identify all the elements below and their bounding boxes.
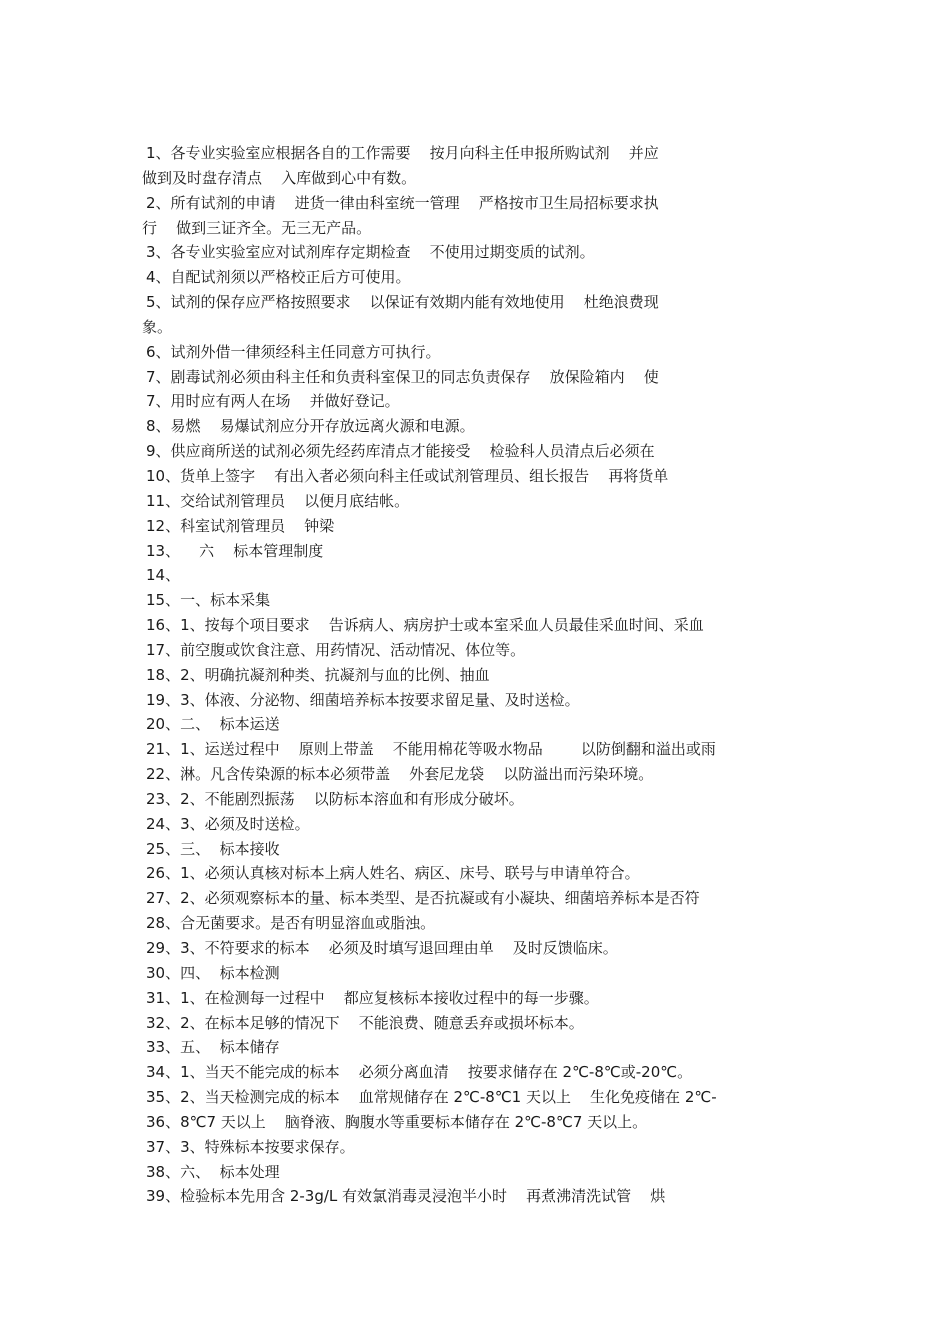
text-line: 1、各专业实验室应根据各自的工作需要 按月向科主任申报所购试剂 并应 — [146, 144, 659, 162]
text-line: 24、3、必须及时送检。 — [146, 814, 310, 833]
document-body — [142, 141, 786, 1209]
text-line: 23、2、不能剧烈振荡 以防标本溶血和有形成分破坏。 — [146, 789, 524, 808]
text-line: 9、供应商所送的试剂必须先经药库清点才能接受 检验科人员清点后必须在 — [146, 442, 655, 461]
text-line: 21、1、运送过程中 原则上带盖 不能用棉花等吸水物品 以防倒翻和溢出或雨 — [146, 740, 716, 759]
text-line: 26、1、必须认真核对标本上病人姓名、病区、床号、联号与申请单符合。 — [146, 864, 640, 883]
text-line: 19、3、体液、分泌物、细菌培养标本按要求留足量、及时送检。 — [146, 690, 580, 709]
section-heading: 30、四、 标本检测 — [146, 963, 280, 982]
text-line: 7、用时应有两人在场 并做好登记。 — [146, 392, 400, 411]
text-line: 18、2、明确抗凝剂种类、抗凝剂与血的比例、抽血 — [146, 665, 490, 684]
text-line: 27、2、必须观察标本的量、标本类型、是否抗凝或有小凝块、细菌培养标本是否符 — [146, 889, 700, 908]
text-line: 31、1、在检测每一过程中 都应复核标本接收过程中的每一步骤。 — [146, 988, 599, 1007]
text-line: 4、自配试剂须以严格校正后方可使用。 — [146, 268, 411, 287]
text-line: 17、前空腹或饮食注意、用药情况、活动情况、体位等。 — [146, 640, 526, 659]
text-line: 做到及时盘存清点 入库做到心中有数。 — [142, 168, 417, 187]
text-line: 行 做到三证齐全。无三无产品。 — [142, 218, 372, 237]
text-line: 6、试剂外借一律须经科主任同意方可执行。 — [146, 342, 441, 361]
section-heading: 20、二、 标本运送 — [146, 715, 280, 734]
text-line: 8、易燃 易爆试剂应分开存放远离火源和电源。 — [146, 417, 475, 436]
text-line: 28、合无菌要求。是否有明显溶血或脂浊。 — [146, 914, 436, 933]
text-line: 34、1、当天不能完成的标本 必须分离血清 按要求储存在 2℃-8℃或-20℃。 — [146, 1063, 693, 1082]
section-heading: 25、三、 标本接收 — [146, 839, 280, 858]
section-heading: 15、一、标本采集 — [146, 591, 271, 610]
section-heading: 13、 六 标本管理制度 — [146, 541, 324, 560]
text-line: 36、8℃7 天以上 脑脊液、胸腹水等重要标本储存在 2℃-8℃7 天以上。 — [146, 1112, 648, 1131]
section-heading: 33、五、 标本储存 — [146, 1038, 280, 1057]
text-line: 37、3、特殊标本按要求保存。 — [146, 1137, 355, 1156]
text-line: 29、3、不符要求的标本 必须及时填写退回理由单 及时反馈临床。 — [146, 939, 618, 957]
text-line: 14、 — [146, 566, 181, 585]
text-line: 7、剧毒试剂必须由科主任和负责科室保卫的同志负责保存 放保险箱内 使 — [146, 367, 659, 386]
text-line: 32、2、在标本足够的情况下 不能浪费、随意丢弃或损坏标本。 — [146, 1013, 584, 1032]
text-line: 11、交给试剂管理员 以便月底结帐。 — [146, 491, 410, 510]
text-line: 22、淋。凡含传染源的标本必须带盖 外套尼龙袋 以防溢出而污染环境。 — [146, 765, 654, 784]
text-line: 39、检验标本先用含 2-3g/L 有效氯消毒灵浸泡半小时 再煮沸清洗试管 烘 — [146, 1187, 666, 1206]
section-heading: 38、六、 标本处理 — [146, 1162, 280, 1181]
text-line: 3、各专业实验室应对试剂库存定期检查 不使用过期变质的试剂。 — [146, 243, 595, 262]
text-line: 12、科室试剂管理员 钟梁 — [146, 516, 335, 535]
text-line: 5、试剂的保存应严格按照要求 以保证有效期内能有效地使用 杜绝浪费现 — [146, 293, 659, 312]
text-line: 象。 — [142, 317, 173, 336]
text-line: 2、所有试剂的申请 进货一律由科室统一管理 严格按市卫生局招标要求执 — [146, 193, 659, 212]
text-line: 16、1、按每个项目要求 告诉病人、病房护士或本室采血人员最佳采血时间、采血 — [146, 616, 704, 635]
text-line: 10、货单上签字 有出入者必须向科主任或试剂管理员、组长报告 再将货单 — [146, 466, 669, 485]
text-line: 35、2、当天检测完成的标本 血常规储存在 2℃-8℃1 天以上 生化免疫储在 2℃- — [146, 1088, 717, 1107]
